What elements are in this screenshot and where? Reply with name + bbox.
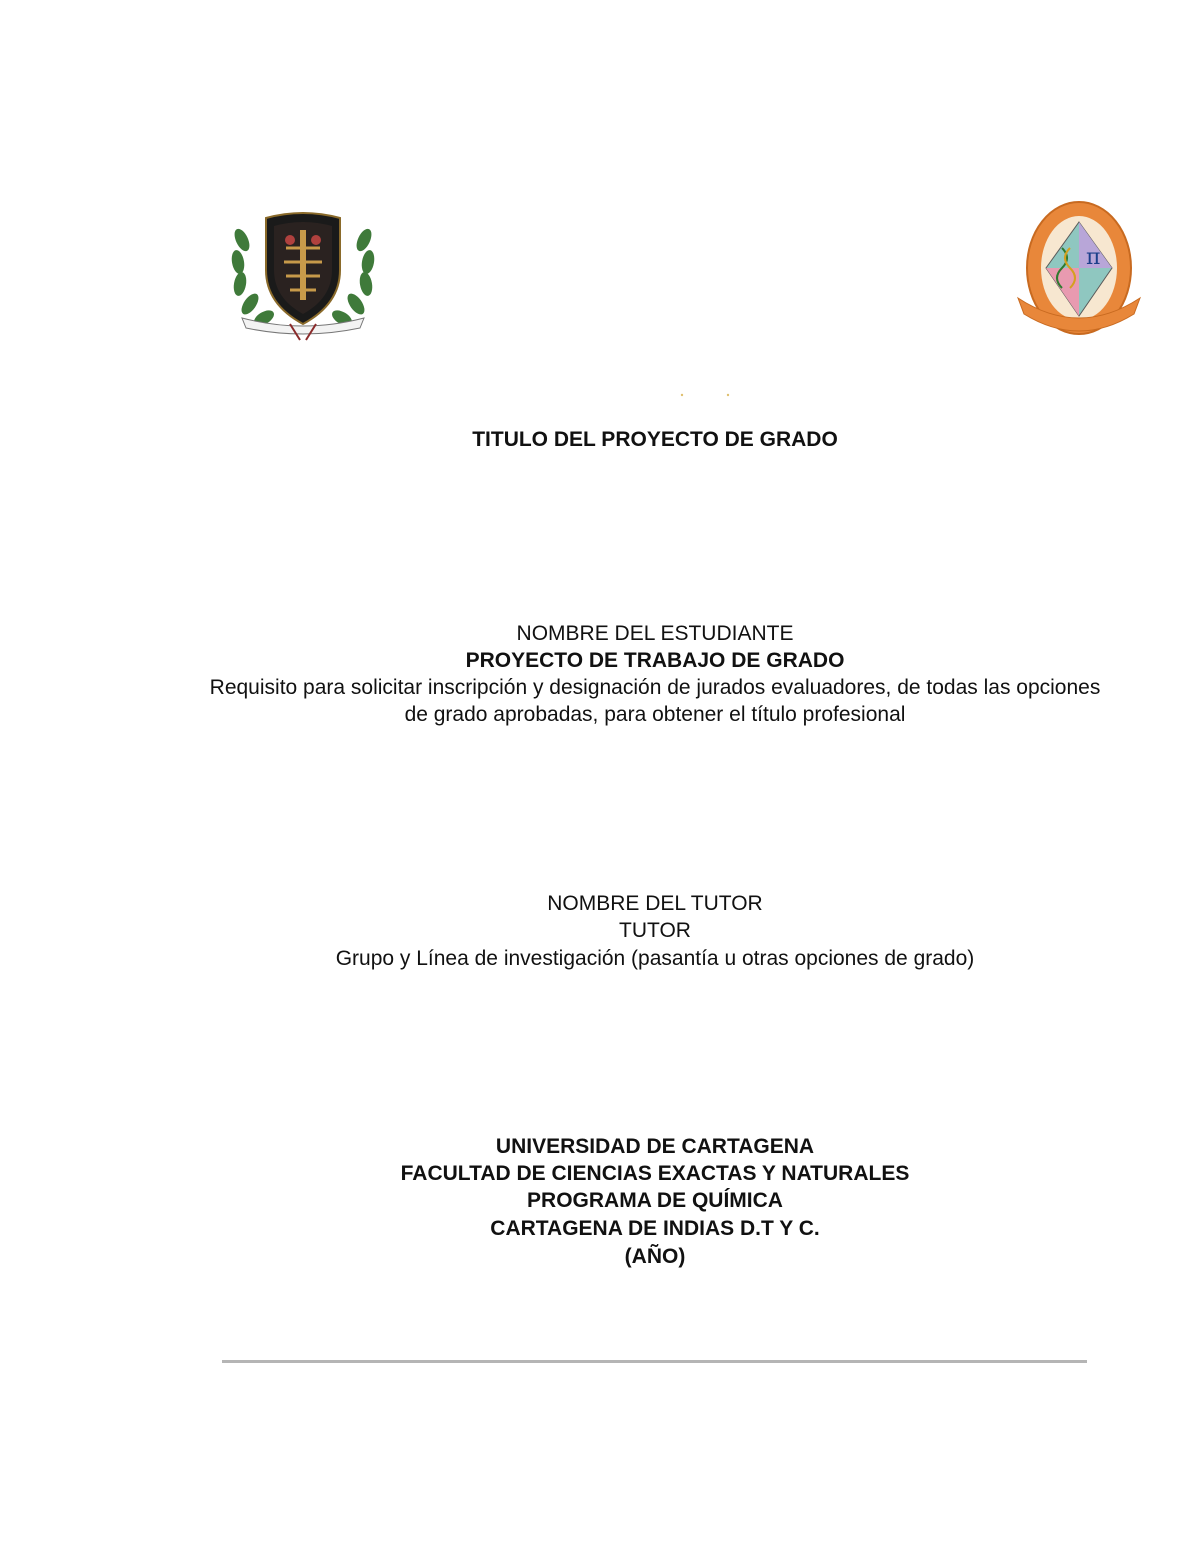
tutor-name: NOMBRE DEL TUTOR (547, 892, 763, 915)
student-name: NOMBRE DEL ESTUDIANTE (516, 622, 794, 645)
project-type: PROYECTO DE TRABAJO DE GRADO (465, 649, 845, 672)
tutor-role: TUTOR (619, 919, 691, 942)
seal-icon (1014, 198, 1144, 346)
requirement-line-1: Requisito para solicitar inscripción y designación de jurados evaluadores, de todas las opciones (209, 676, 1101, 699)
project-title: TITULO DEL PROYECTO DE GRADO (472, 428, 838, 451)
faculty-seal-logo (1014, 198, 1144, 346)
university-crest-logo (228, 200, 378, 342)
university-name: UNIVERSIDAD DE CARTAGENA (495, 1135, 815, 1158)
city-name: CARTAGENA DE INDIAS D.T Y C. (490, 1217, 820, 1240)
program-name: PROGRAMA DE QUÍMICA (527, 1189, 783, 1212)
year: (AÑO) (624, 1245, 686, 1268)
requirement-line-2: de grado aprobadas, para obtener el título profesional (404, 703, 906, 726)
research-group: Grupo y Línea de investigación (pasantía u otras opciones de grado) (335, 947, 975, 970)
decorative-dots (676, 392, 736, 398)
pi-symbol: π (1086, 245, 1101, 270)
faculty-name: FACULTAD DE CIENCIAS EXACTAS Y NATURALES (400, 1162, 910, 1185)
footer-rule (222, 1360, 1087, 1363)
crest-icon (228, 200, 378, 342)
